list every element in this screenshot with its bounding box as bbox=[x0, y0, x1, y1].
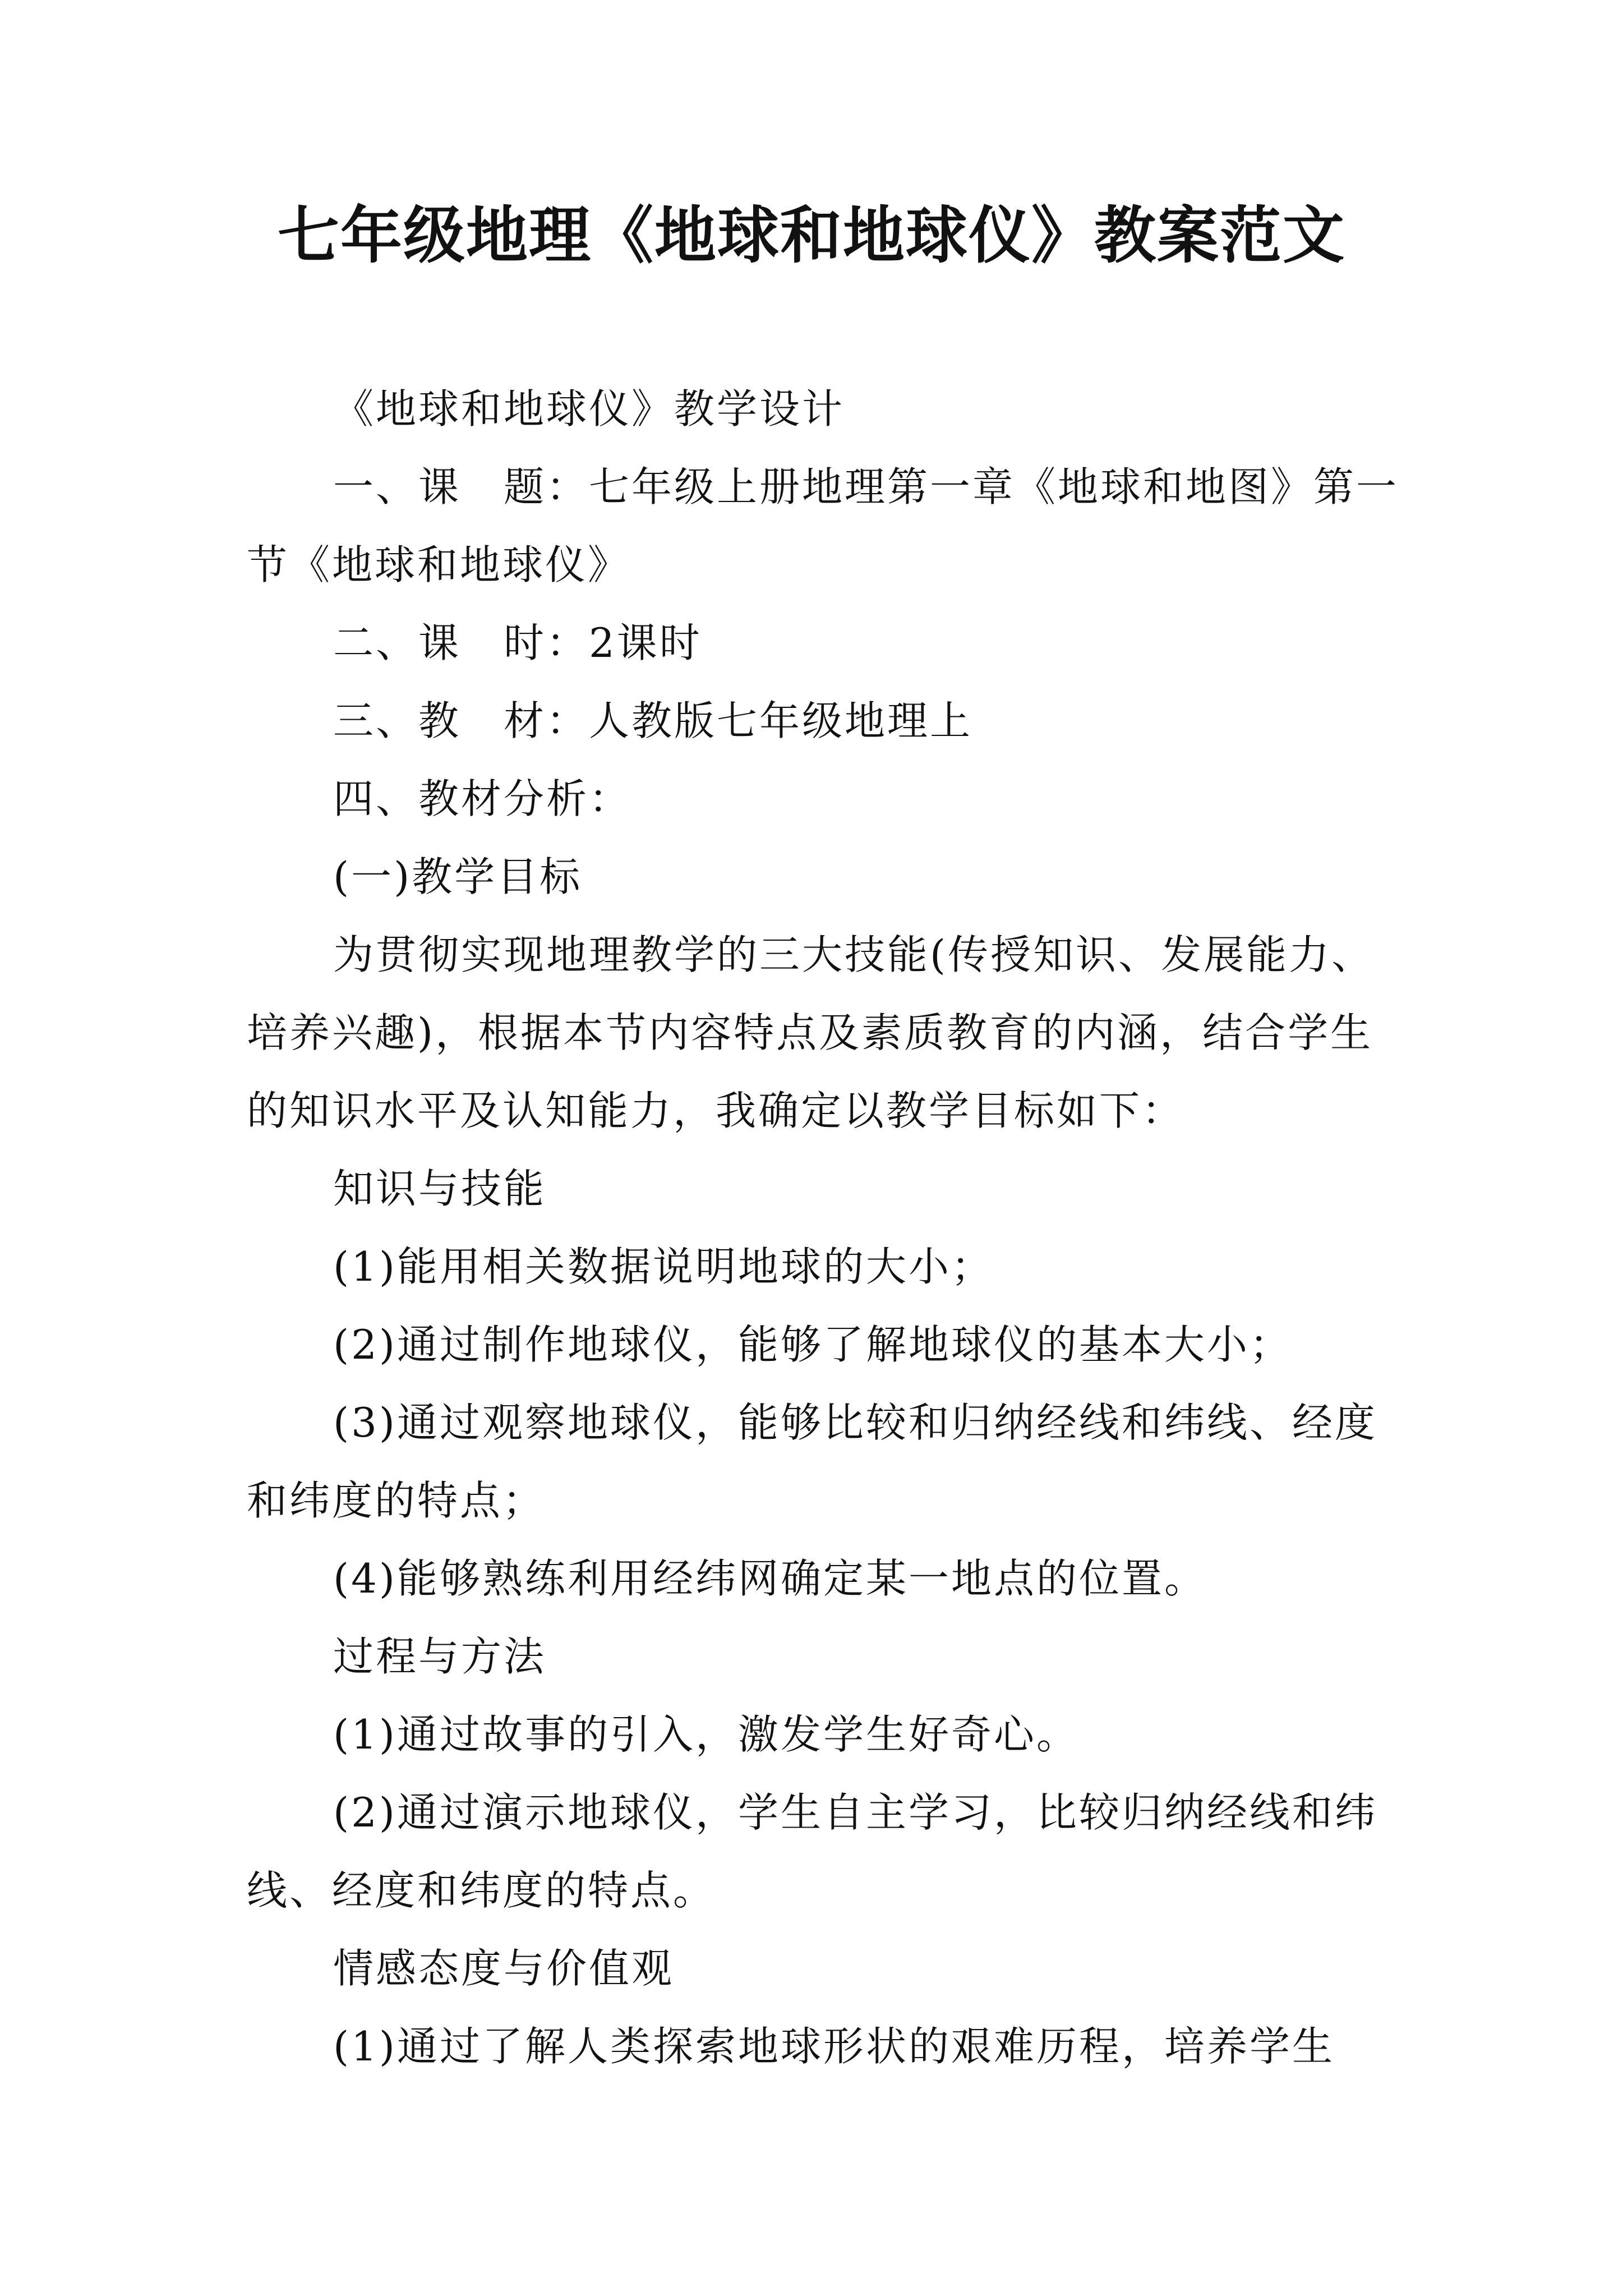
paragraph-material-analysis: 四、教材分析： bbox=[333, 775, 632, 822]
paragraph-knowledge-item-3: (3)通过观察地球仪，能够比较和归纳经线和纬线、经度和纬度的特点； bbox=[247, 1399, 1377, 1524]
paragraph-teaching-objectives-heading: (一)教学目标 bbox=[333, 853, 583, 900]
paragraph-process-item-1: (1)通过故事的引入，激发学生好奇心。 bbox=[333, 1711, 1079, 1758]
paragraph-course-topic: 一、课 题：七年级上册地理第一章《地球和地图》第一节《地球和地球仪》 bbox=[247, 463, 1399, 588]
paragraph-emotion-item-1: (1)通过了解人类探索地球形状的艰难历程，培养学生 bbox=[333, 2023, 1335, 2070]
paragraph-knowledge-item-4: (4)能够熟练利用经纬网确定某一地点的位置。 bbox=[333, 1555, 1207, 1602]
paragraph-knowledge-item-1: (1)能用相关数据说明地球的大小； bbox=[333, 1243, 994, 1290]
paragraph-textbook: 三、教 材：人教版七年级地理上 bbox=[333, 697, 973, 744]
document-body bbox=[247, 370, 1402, 2086]
paragraph-knowledge-skills-heading: 知识与技能 bbox=[333, 1165, 547, 1212]
paragraph-process-method-heading: 过程与方法 bbox=[333, 1633, 547, 1680]
paragraph-subtitle: 《地球和地球仪》教学设计 bbox=[333, 385, 845, 432]
paragraph-class-hours: 二、课 时：2课时 bbox=[333, 619, 702, 666]
paragraph-emotion-values-heading: 情感态度与价值观 bbox=[333, 1945, 675, 1992]
paragraph-knowledge-item-2: (2)通过制作地球仪，能够了解地球仪的基本大小； bbox=[333, 1321, 1292, 1368]
paragraph-process-item-2: (2)通过演示地球仪，学生自主学习，比较归纳经线和纬线、经度和纬度的特点。 bbox=[247, 1789, 1377, 1914]
paragraph-objectives-intro: 为贯彻实现地理教学的三大技能(传授知识、发展能力、培养兴趣)，根据本节内容特点及素质教育的内涵，结合学生的知识水平及认知能力，我确定以教学目标如下： bbox=[247, 931, 1375, 1134]
document-title: 七年级地理《地球和地球仪》教案范文 bbox=[278, 199, 1345, 272]
